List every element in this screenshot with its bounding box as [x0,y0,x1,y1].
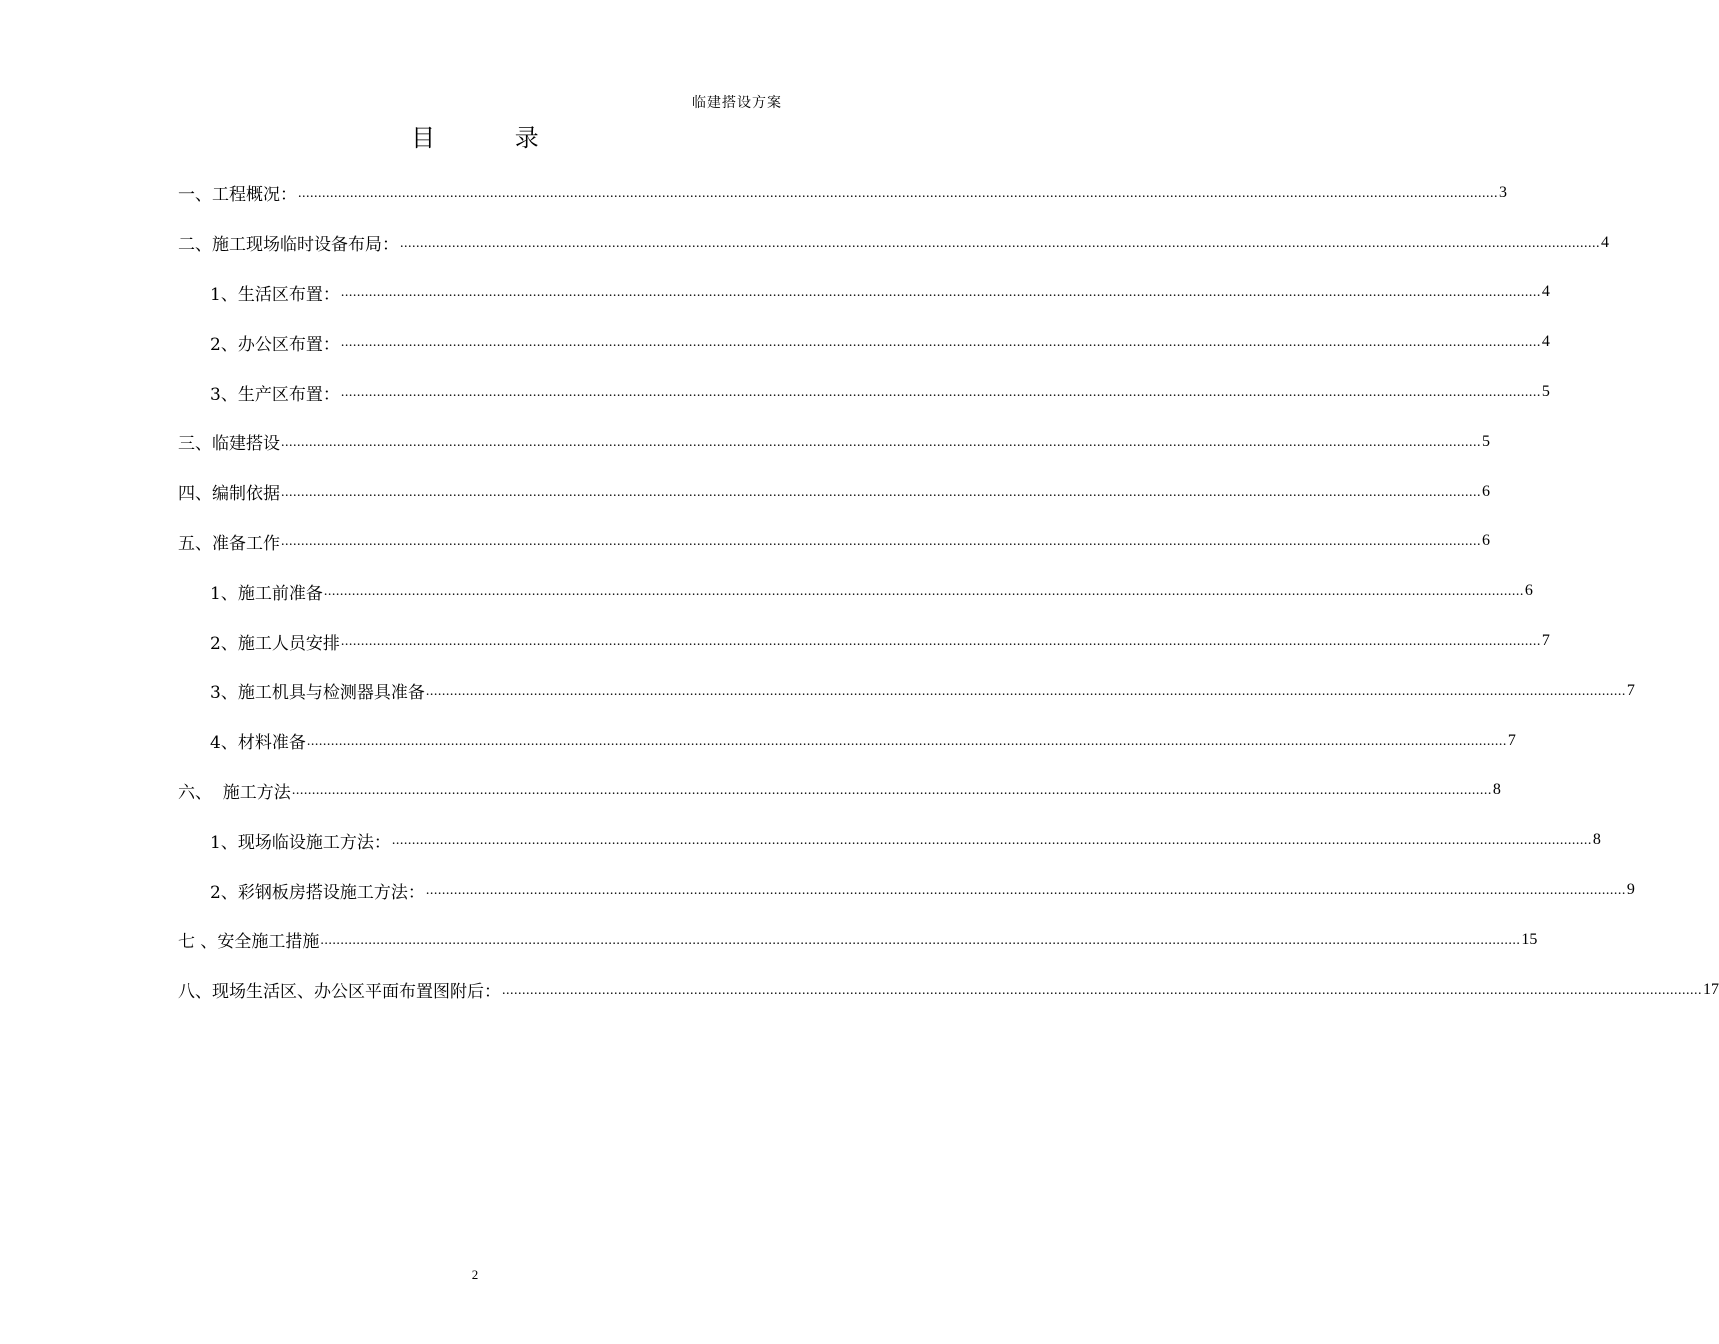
toc-entry-page: 5 [1541,383,1550,401]
toc-dot-leader: ............................................................................................................................................................................................................................................................................................................ [425,683,1626,699]
toc-entry-page: 4 [1601,233,1609,251]
toc-entry[interactable] [178,317,1550,367]
toc-entry[interactable] [178,965,1719,1015]
toc-entry-page: 7 [1541,632,1550,650]
toc-dot-leader: ............................................................................................................................................................................................................................................................................................................ [281,434,1481,450]
toc-entry-page: 15 [1521,930,1538,948]
table-of-contents [178,168,1719,1015]
toc-entry-page: 8 [1592,831,1601,849]
toc-entry[interactable] [178,915,1538,965]
toc-entry-label: 4、材料准备 [210,733,306,754]
toc-entry[interactable] [178,666,1635,716]
toc-dot-leader: ............................................................................................................................................................................................................................................................................................................ [391,833,1592,849]
toc-dot-leader: ............................................................................................................................................................................................................................................................................................................ [425,883,1626,899]
toc-dot-leader: ............................................................................................................................................................................................................................................................................................................ [340,385,1541,401]
toc-entry-label: 七 、安全施工措施 [178,932,320,953]
toc-dot-leader: ............................................................................................................................................................................................................................................................................................................ [298,185,1498,201]
toc-entry-page: 6 [1482,532,1490,550]
toc-dot-leader: ............................................................................................................................................................................................................................................................................................................ [281,484,1481,500]
toc-entry[interactable] [178,815,1601,865]
toc-dot-leader: ............................................................................................................................................................................................................................................................................................................ [400,235,1600,251]
toc-entry-page: 6 [1482,482,1490,500]
toc-entry[interactable] [178,616,1550,666]
toc-entry[interactable] [178,218,1609,268]
toc-dot-leader: ............................................................................................................................................................................................................................................................................................................ [340,285,1541,301]
toc-entry-label: 三、临建搭设 [178,434,280,455]
toc-entry-page: 6 [1524,582,1533,600]
toc-entry-label: 2、办公区布置： [210,334,340,355]
toc-dot-leader: ............................................................................................................................................................................................................................................................................................................ [323,584,1524,600]
toc-entry-label: 3、生产区布置： [210,384,340,405]
toc-entry[interactable] [178,716,1516,766]
toc-entry-page: 17 [1703,980,1719,998]
toc-entry[interactable] [178,268,1550,318]
toc-entry-label: 3、施工机具与检测器具准备 [210,683,425,704]
toc-entry[interactable] [178,517,1490,567]
toc-entry[interactable] [178,467,1490,517]
toc-entry-page: 8 [1492,781,1501,799]
page-title: 目 录 [411,124,575,152]
toc-entry-page: 9 [1626,881,1635,899]
toc-entry-page: 7 [1507,731,1516,749]
toc-entry-label: 八、现场生活区、办公区平面布置图附后： [178,982,501,1003]
running-header: 临建搭设方案 [692,95,782,111]
toc-entry[interactable] [178,566,1533,616]
toc-entry-page: 4 [1541,283,1550,301]
toc-dot-leader: ............................................................................................................................................................................................................................................................................................................ [306,733,1507,749]
toc-entry-label: 五、准备工作 [178,533,280,554]
toc-dot-leader: ............................................................................................................................................................................................................................................................................................................ [340,335,1541,351]
toc-entry-label: 1、现场临设施工方法： [210,832,391,853]
toc-entry-label: 二、施工现场临时设备布局： [178,235,399,256]
toc-dot-leader: ............................................................................................................................................................................................................................................................................................................ [340,634,1541,650]
toc-entry[interactable] [178,367,1550,417]
toc-entry-label: 四、编制依据 [178,484,280,505]
toc-entry-page: 7 [1626,681,1635,699]
toc-entry-label: 2、施工人员安排 [210,633,340,654]
toc-entry[interactable] [178,865,1635,915]
toc-entry-page: 4 [1541,333,1550,351]
toc-entry-label: 六、 施工方法 [178,782,291,803]
toc-entry[interactable] [178,766,1501,816]
toc-entry-label: 一、工程概况： [178,185,297,206]
toc-entry-page: 3 [1499,183,1507,201]
page-number: 2 [471,1267,479,1282]
toc-dot-leader: ............................................................................................................................................................................................................................................................................................................ [502,982,1702,998]
toc-dot-leader: ............................................................................................................................................................................................................................................................................................................ [281,534,1481,550]
toc-entry-page: 5 [1482,432,1490,450]
toc-entry-label: 1、生活区布置： [210,284,340,305]
toc-entry[interactable] [178,417,1490,467]
toc-dot-leader: ............................................................................................................................................................................................................................................................................................................ [320,932,1521,948]
toc-entry-label: 1、施工前准备 [210,583,323,604]
toc-entry[interactable] [178,168,1507,218]
toc-dot-leader: ............................................................................................................................................................................................................................................................................................................ [291,783,1492,799]
toc-entry-label: 2、彩钢板房搭设施工方法： [210,882,425,903]
